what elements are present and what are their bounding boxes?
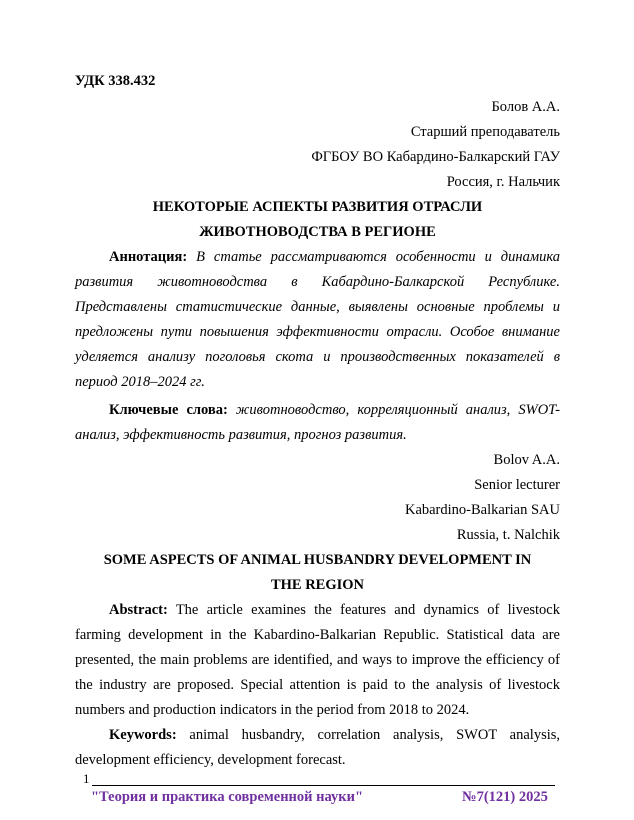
keywords-ru-text: животноводство, корреляционный анализ, SWOT- — [235, 402, 560, 418]
footer-journal-title: "Теория и практика современной науки" — [91, 789, 364, 805]
title-ru-line2: ЖИВОТНОВОДСТВА В РЕГИОНЕ — [199, 224, 436, 240]
author-position-en: Senior lecturer — [474, 477, 560, 493]
abstract-ru-line4: предложены пути повышения эффективности отрасли. Особое внимание — [75, 324, 560, 340]
keywords-ru-line1 — [75, 401, 560, 419]
abstract-ru-line5: уделяется анализу поголовья скота и производственных показателей в — [75, 349, 560, 365]
footer-divider — [92, 785, 555, 786]
abstract-ru-label: Аннотация: — [109, 249, 188, 265]
keywords-ru-line2: анализ, эффективность развития, прогноз развития. — [75, 427, 407, 443]
author-name-ru: Болов А.А. — [491, 99, 560, 115]
abstract-en-line2: farming development in the Kabardino-Balkarian Republic. Statistical data are — [75, 627, 560, 643]
author-position-ru: Старший преподаватель — [410, 124, 560, 140]
udk-code: УДК 338.432 — [75, 73, 156, 89]
title-ru-line1: НЕКОТОРЫЕ АСПЕКТЫ РАЗВИТИЯ ОТРАСЛИ — [152, 199, 483, 215]
author-name-en: Bolov A.A. — [493, 452, 560, 468]
abstract-en-line1 — [75, 601, 560, 619]
author-org-ru: ФГБОУ ВО Кабардино-Балкарский ГАУ — [311, 149, 560, 165]
keywords-en-line2: development efficiency, development forecast. — [75, 752, 346, 768]
title-en-line1: SOME ASPECTS OF ANIMAL HUSBANDRY DEVELOPMENT IN — [103, 552, 532, 568]
abstract-ru-line3: Представлены статистические данные, выявлены основные проблемы и — [75, 299, 560, 315]
abstract-ru-line1 — [75, 248, 560, 266]
keywords-ru-label: Ключевые слова: — [109, 402, 228, 418]
author-org-en: Kabardino-Balkarian SAU — [404, 502, 560, 518]
author-location-ru: Россия, г. Нальчик — [446, 174, 560, 190]
title-en-line2: THE REGION — [270, 577, 365, 593]
keywords-en-label: Keywords: — [109, 727, 177, 743]
keywords-en-line1 — [75, 726, 560, 744]
footer-issue-number: №7(121) 2025 — [462, 789, 548, 805]
abstract-ru-line2: развития животноводства в Кабардино-Балкарской Республике. — [75, 274, 560, 290]
abstract-en-line5: numbers and production indicators in the period from 2018 to 2024. — [75, 702, 470, 718]
abstract-ru-line6: период 2018–2024 гг. — [75, 374, 205, 390]
keywords-en-text: animal husbandry, correlation analysis, SWOT analysis, — [189, 727, 561, 743]
abstract-en-line4: the industry are proposed. Special attention is paid to the analysis of livestock — [75, 677, 560, 693]
abstract-en-text: The article examines the features and dynamics of livestock — [175, 602, 560, 618]
abstract-en-label: Abstract: — [109, 602, 168, 618]
abstract-ru-text: В статье рассматриваются особенности и динамика — [196, 249, 560, 265]
author-location-en: Russia, t. Nalchik — [456, 527, 560, 543]
abstract-en-line3: presented, the main problems are identified, and ways to improve the efficiency of — [75, 652, 560, 668]
page-number: 1 — [83, 771, 90, 786]
